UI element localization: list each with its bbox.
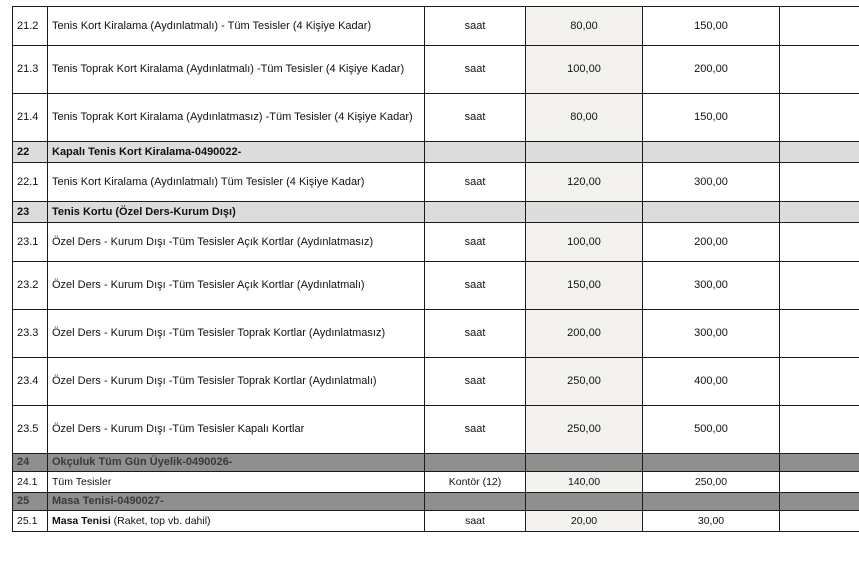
row-description-bold: Masa Tenisi	[52, 514, 111, 527]
row-price-2: 300,00	[643, 262, 780, 310]
table-row	[13, 223, 859, 262]
row-unit: Kontör (12)	[425, 472, 526, 493]
row-price-1: 200,00	[526, 310, 643, 358]
row-number: 21.2	[13, 7, 48, 46]
row-price-2: 300,00	[643, 163, 780, 202]
row-number: 21.3	[13, 46, 48, 94]
row-number: 23.4	[13, 358, 48, 406]
table-row	[13, 46, 859, 94]
row-extra	[780, 163, 859, 202]
row-extra	[780, 262, 859, 310]
section-number: 23	[13, 202, 48, 223]
table-row	[13, 94, 859, 142]
row-unit: saat	[425, 310, 526, 358]
row-number: 25.1	[13, 511, 48, 532]
row-extra	[780, 310, 859, 358]
section-header-row	[13, 493, 859, 511]
row-price-1: 120,00	[526, 163, 643, 202]
row-number: 23.3	[13, 310, 48, 358]
row-price-2: 200,00	[643, 46, 780, 94]
row-extra	[780, 94, 859, 142]
row-extra	[780, 223, 859, 262]
row-price-1: 150,00	[526, 262, 643, 310]
row-unit: saat	[425, 7, 526, 46]
table-row	[13, 310, 859, 358]
row-unit: saat	[425, 511, 526, 532]
section-title: Kapalı Tenis Kort Kiralama-0490022-	[48, 142, 425, 163]
section-header-row	[13, 142, 859, 163]
row-price-1: 20,00	[526, 511, 643, 532]
row-price-2: 250,00	[643, 472, 780, 493]
row-price-1: 250,00	[526, 406, 643, 454]
row-number: 23.1	[13, 223, 48, 262]
row-unit: saat	[425, 94, 526, 142]
row-price-1: 140,00	[526, 472, 643, 493]
section-header-row	[13, 454, 859, 472]
row-description: Özel Ders - Kurum Dışı -Tüm Tesisler Toprak Kortlar (Aydınlatmalı)	[48, 358, 425, 406]
row-extra	[780, 46, 859, 94]
row-unit: saat	[425, 358, 526, 406]
row-price-2: 500,00	[643, 406, 780, 454]
section-title: Masa Tenisi-0490027-	[48, 493, 425, 511]
row-description: Tenis Toprak Kort Kiralama (Aydınlatmalı) -Tüm Tesisler (4 Kişiye Kadar)	[48, 46, 425, 94]
row-price-1: 80,00	[526, 7, 643, 46]
row-price-2: 200,00	[643, 223, 780, 262]
row-extra	[780, 7, 859, 46]
section-title: Okçuluk Tüm Gün Üyelik-0490026-	[48, 454, 425, 472]
row-number: 21.4	[13, 94, 48, 142]
row-description	[48, 511, 425, 532]
row-unit: saat	[425, 46, 526, 94]
table-row	[13, 472, 859, 493]
price-table	[12, 6, 859, 532]
row-price-2: 400,00	[643, 358, 780, 406]
row-description: Tenis Toprak Kort Kiralama (Aydınlatmasız) -Tüm Tesisler (4 Kişiye Kadar)	[48, 94, 425, 142]
row-extra	[780, 511, 859, 532]
row-description: Tüm Tesisler	[48, 472, 425, 493]
table-row	[13, 511, 859, 532]
row-price-1: 250,00	[526, 358, 643, 406]
row-number: 24.1	[13, 472, 48, 493]
section-header-row	[13, 202, 859, 223]
row-extra	[780, 358, 859, 406]
row-unit: saat	[425, 406, 526, 454]
section-number: 22	[13, 142, 48, 163]
table-row	[13, 7, 859, 46]
price-list-sheet	[12, 6, 855, 532]
row-description: Özel Ders - Kurum Dışı -Tüm Tesisler Açık Kortlar (Aydınlatmalı)	[48, 262, 425, 310]
row-description: Tenis Kort Kiralama (Aydınlatmalı) Tüm Tesisler (4 Kişiye Kadar)	[48, 163, 425, 202]
row-price-1: 100,00	[526, 223, 643, 262]
row-price-2: 150,00	[643, 7, 780, 46]
row-description: Özel Ders - Kurum Dışı -Tüm Tesisler Toprak Kortlar (Aydınlatmasız)	[48, 310, 425, 358]
table-row	[13, 406, 859, 454]
row-price-1: 80,00	[526, 94, 643, 142]
table-row	[13, 163, 859, 202]
row-description: Özel Ders - Kurum Dışı -Tüm Tesisler Kapalı Kortlar	[48, 406, 425, 454]
row-unit: saat	[425, 262, 526, 310]
table-row	[13, 262, 859, 310]
section-number: 25	[13, 493, 48, 511]
row-description: Tenis Kort Kiralama (Aydınlatmalı) - Tüm Tesisler (4 Kişiye Kadar)	[48, 7, 425, 46]
row-extra	[780, 406, 859, 454]
row-unit: saat	[425, 163, 526, 202]
section-title: Tenis Kortu (Özel Ders-Kurum Dışı)	[48, 202, 425, 223]
row-price-2: 30,00	[643, 511, 780, 532]
row-description: Özel Ders - Kurum Dışı -Tüm Tesisler Açık Kortlar (Aydınlatmasız)	[48, 223, 425, 262]
row-number: 22.1	[13, 163, 48, 202]
row-extra	[780, 472, 859, 493]
table-row	[13, 358, 859, 406]
row-description-rest: (Raket, top vb. dahil)	[110, 514, 211, 527]
row-price-2: 150,00	[643, 94, 780, 142]
row-price-1: 100,00	[526, 46, 643, 94]
row-unit: saat	[425, 223, 526, 262]
section-number: 24	[13, 454, 48, 472]
row-price-2: 300,00	[643, 310, 780, 358]
row-number: 23.2	[13, 262, 48, 310]
row-number: 23.5	[13, 406, 48, 454]
